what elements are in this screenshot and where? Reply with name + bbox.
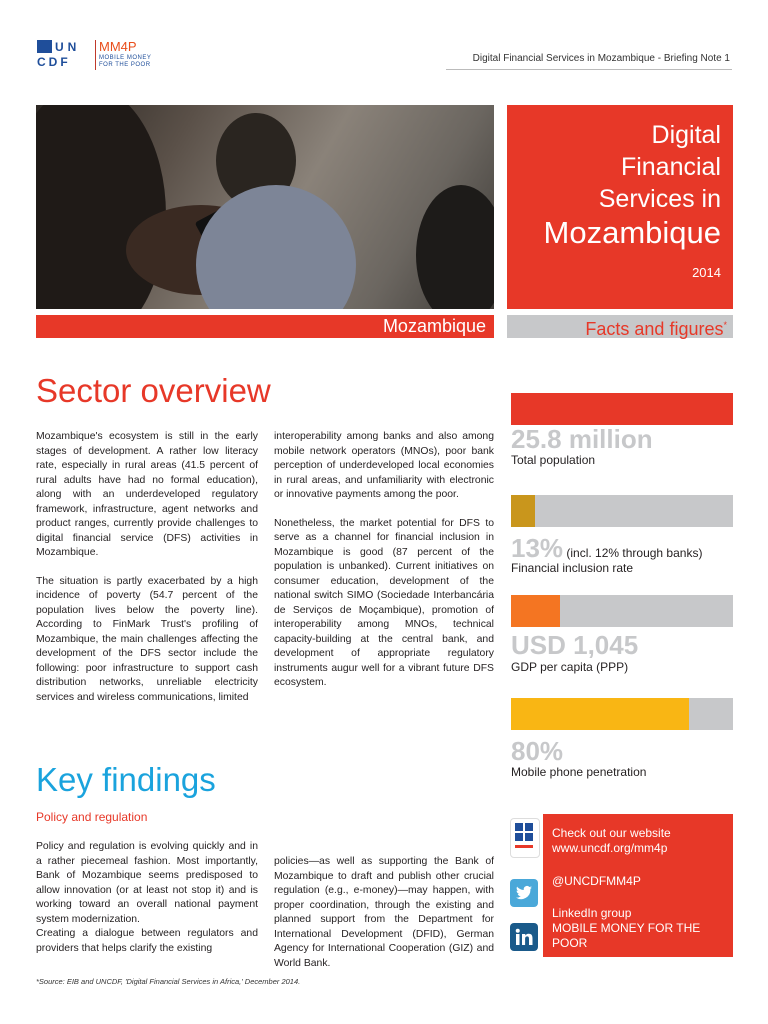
stat-label-mobile: Mobile phone penetration: [511, 765, 647, 779]
paragraph: Mozambique's ecosystem is still in the early stages of development. A rather low literacy rate, especially in rural areas (41.5 percent of rural adults have had no formal education), along with an underdeveloped regulatory framework, infrastructure, agent networks and product ranges, currently provide challenges to digital financial service (DFS) activities in Mozambique.: [36, 431, 258, 558]
linkedin-label: LinkedIn group: [552, 906, 632, 920]
stat-number: 25.8 million: [511, 424, 653, 454]
logo-tagline-1: MOBILE MONEY: [99, 55, 152, 61]
uncdf-website-icon[interactable]: [510, 818, 540, 858]
stat-label-gdp: GDP per capita (PPP): [511, 660, 629, 674]
logo-divider: [95, 40, 96, 70]
facts-footnote-marker: *: [723, 320, 727, 330]
title-line-3: Services in: [598, 185, 721, 213]
uncdf-logo-mark: [37, 40, 92, 70]
twitter-handle[interactable]: @UNCDFMM4P: [552, 874, 641, 888]
photo-chair: [416, 185, 494, 309]
stat-bar-mobile: [511, 698, 733, 730]
logo-un: UN: [55, 40, 81, 54]
country-label: Mozambique: [36, 315, 494, 338]
logo-cdf: CDF: [37, 55, 71, 69]
key-findings-col-1: [36, 840, 258, 956]
facts-label: Facts and figures: [585, 319, 724, 339]
stat-label-population: Total population: [511, 453, 596, 467]
stat-bar-population: [511, 393, 733, 425]
hero-photo: [36, 105, 494, 309]
stat-value-population: [511, 424, 653, 455]
logo-tagline-2: FOR THE POOR: [99, 62, 151, 68]
key-findings-heading: Key findings: [36, 761, 216, 798]
title-line-1: Digital: [651, 121, 721, 149]
twitter-icon[interactable]: [510, 879, 538, 907]
photo-child-shirt: [196, 185, 356, 309]
stat-fill: [511, 495, 535, 527]
stat-number: USD 1,045: [511, 630, 639, 660]
stat-fill: [511, 698, 689, 730]
key-findings-col-2: [274, 855, 494, 971]
stat-bar-gdp: [511, 595, 733, 627]
stat-extra: (incl. 12% through banks): [563, 546, 703, 560]
logo-cell: [525, 833, 533, 841]
social-links-box: [543, 814, 733, 957]
sector-overview-col-1: [36, 430, 258, 705]
stat-value-gdp: [511, 630, 638, 661]
facts-label-bar: [507, 315, 733, 338]
website-label: Check out our website: [552, 826, 671, 840]
linkedin-link[interactable]: [552, 906, 733, 951]
logo-cell: [525, 823, 533, 831]
title-line-4: Mozambique: [543, 215, 721, 250]
website-url[interactable]: www.uncdf.org/mm4p: [552, 841, 668, 855]
running-title: Digital Financial Services in Mozambique - Briefing Note 1: [472, 53, 730, 64]
paragraph: Nonetheless, the market potential for DFS to serve as a channel for financial inclusion in Mozambique is good (87 percent of the population is unbanked). Current initiatives on consumer education, development of the national switch SIMO (Sociedade Interbancária de Serviços de Moçambique), promotion of interoperability among MNOs, technical capacity-building at the central bank, and development of appropriate regulatory instruments augur well for a vibrant future DFS ecosystem.: [274, 517, 494, 688]
linkedin-group-name[interactable]: MOBILE MONEY FOR THE POOR: [552, 921, 701, 950]
paragraph: Creating a dialogue between regulators and providers that helps clarify the existing: [36, 928, 258, 954]
stat-fill: [511, 393, 733, 425]
uncdf-mm4p-logo: [37, 40, 187, 74]
stat-bar-financial-inclusion: [511, 495, 733, 527]
paragraph: interoperability among banks and also among mobile network operators (MNOs), poor bank perception of underdeveloped local economies in rural areas, and unfamiliarity with electronic or innovative payments among the poor.: [274, 431, 494, 500]
paragraph: policies—as well as supporting the Bank of Mozambique to draft and publish other crucial regulation (e.g., e-money)—may happen, with proper coordination, through the existing and planned support from the Department for International Development (DFID), German Agency for International Cooperation (GIZ) and World Bank.: [274, 856, 494, 969]
un-emblem-icon: [37, 40, 52, 53]
stat-value-financial-inclusion: [511, 533, 702, 564]
logo-brand: MM4P: [99, 39, 137, 54]
logo-tagline: [99, 55, 179, 69]
title-line-2: Financial: [620, 153, 721, 181]
logo-cell: [515, 823, 523, 831]
website-link[interactable]: [552, 826, 733, 856]
stat-number: 13%: [511, 533, 564, 563]
linkedin-icon[interactable]: [510, 923, 538, 951]
stat-number: 80%: [511, 736, 564, 766]
stat-label-financial-inclusion: Financial inclusion rate: [511, 561, 634, 575]
sector-overview-heading: Sector overview: [36, 372, 271, 409]
header-rule: [446, 69, 732, 70]
sector-overview-col-2: [274, 430, 494, 691]
policy-regulation-subheading: Policy and regulation: [36, 810, 148, 824]
title-box: [507, 105, 733, 309]
source-footnote: *Source: EIB and UNCDF, 'Digital Financial Services in Africa,' December 2014.: [36, 977, 301, 986]
logo-underline: [515, 845, 533, 848]
stat-value-mobile: [511, 736, 563, 767]
title-year: 2014: [692, 265, 721, 280]
paragraph: Policy and regulation is evolving quickly and in a rather piecemeal fashion. Most importantly, Bank of Mozambique seems predisposed to allow innovation (or at least not stop it) and is working toward an overall national payment system modernization.: [36, 841, 258, 925]
logo-cell: [515, 833, 523, 841]
stat-fill: [511, 595, 560, 627]
paragraph: The situation is partly exacerbated by a high incidence of poverty (54.7 percent of the population lives below the poverty line). According to FinMark Trust's profiling of Mozambique, the main challenges affecting the development of the DFS sector include the following: poor infrastructure to support cash distribution networks, unreliable electricity services and wireless communications, limited: [36, 575, 258, 703]
